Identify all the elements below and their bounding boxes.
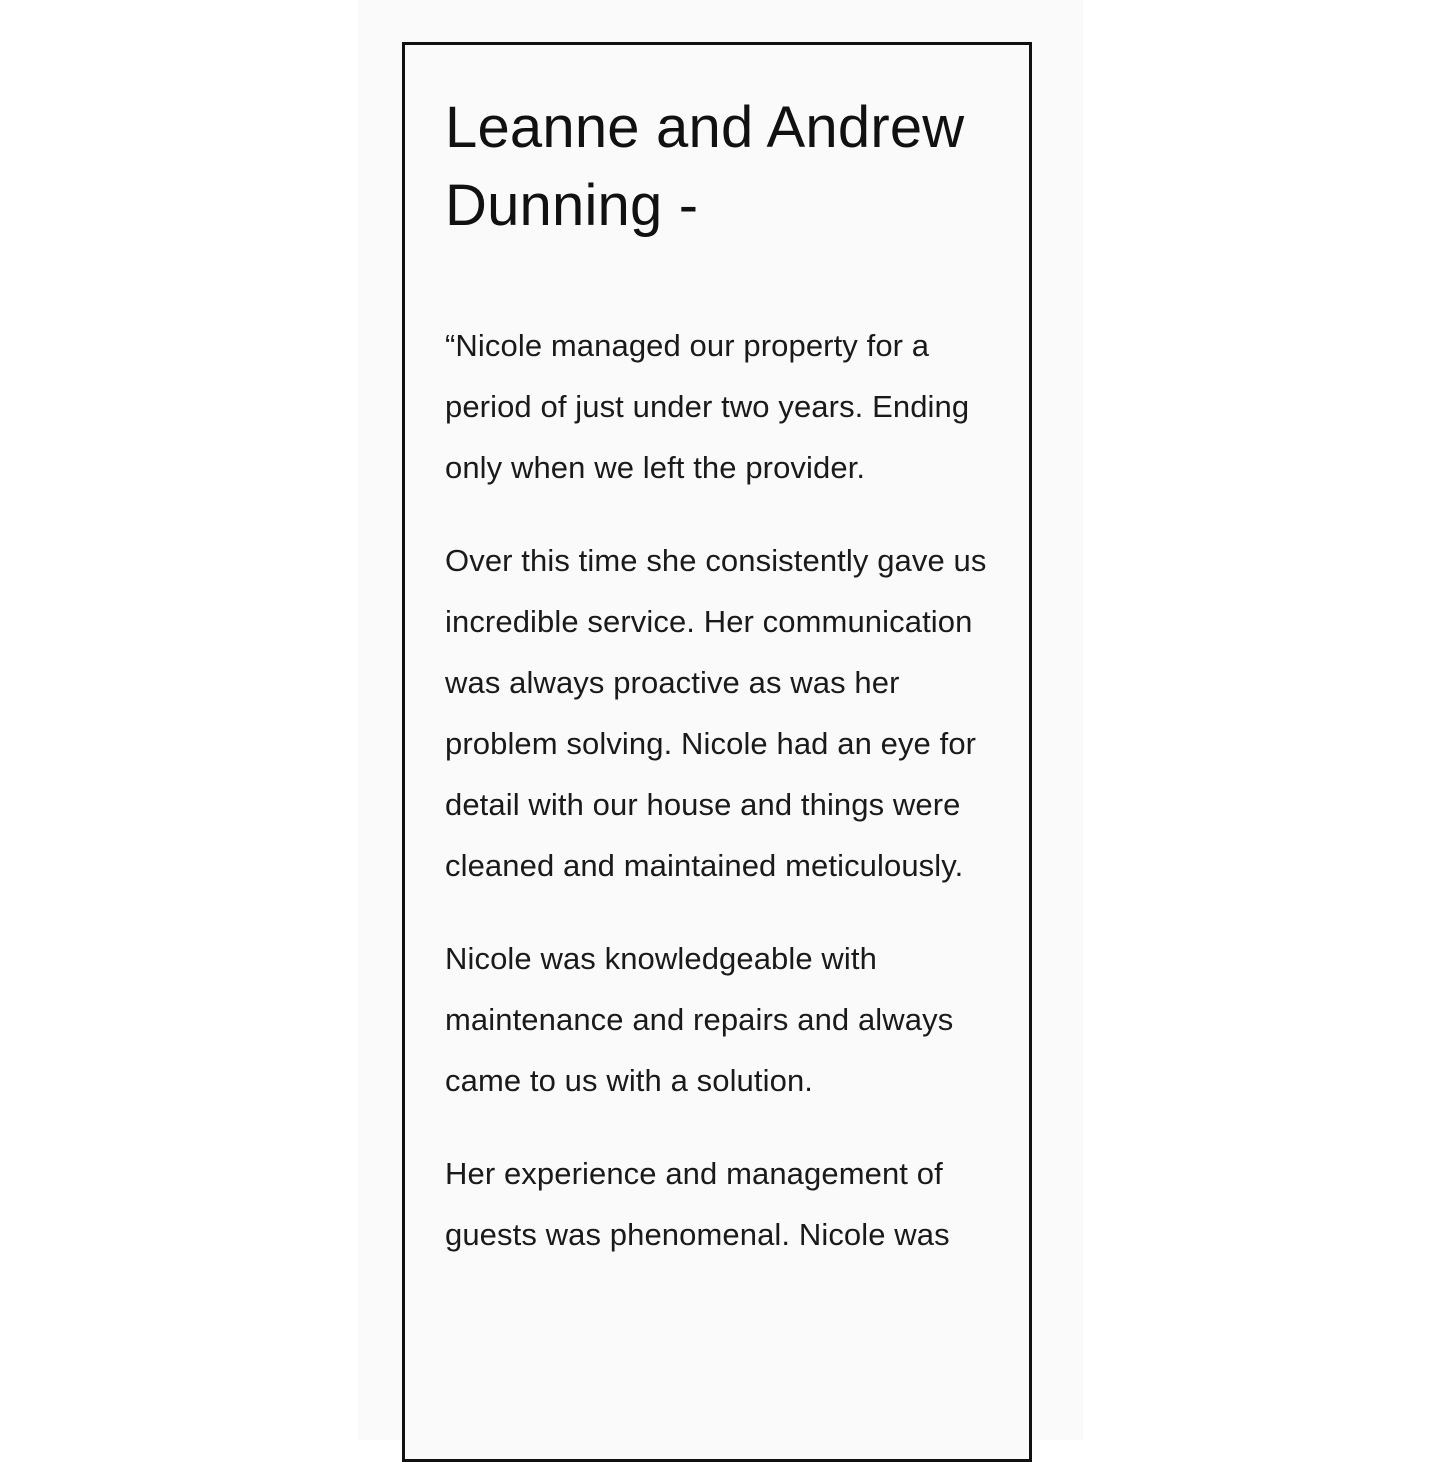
review-paragraph-2: Over this time she consistently gave us incredible service. Her communication was always proactive as was her problem solving. Nicole had an eye for detail with our house and things were cleaned and maintained meticulously. xyxy=(445,543,987,883)
review-paragraph-4: Her experience and management of guests was phenomenal. Nicole was xyxy=(445,1156,950,1252)
reviewer-name: Leanne and Andrew Dunning - xyxy=(445,95,965,238)
review-paragraph-1: “Nicole managed our property for a period of just under two years. Ending only when we left the provider. xyxy=(445,328,970,485)
testimonial-content xyxy=(445,89,1005,1297)
review-paragraph-3: Nicole was knowledgeable with maintenance and repairs and always came to us with a solution. xyxy=(445,941,954,1098)
review-body xyxy=(445,315,1005,1265)
testimonial-card xyxy=(402,42,1032,1462)
